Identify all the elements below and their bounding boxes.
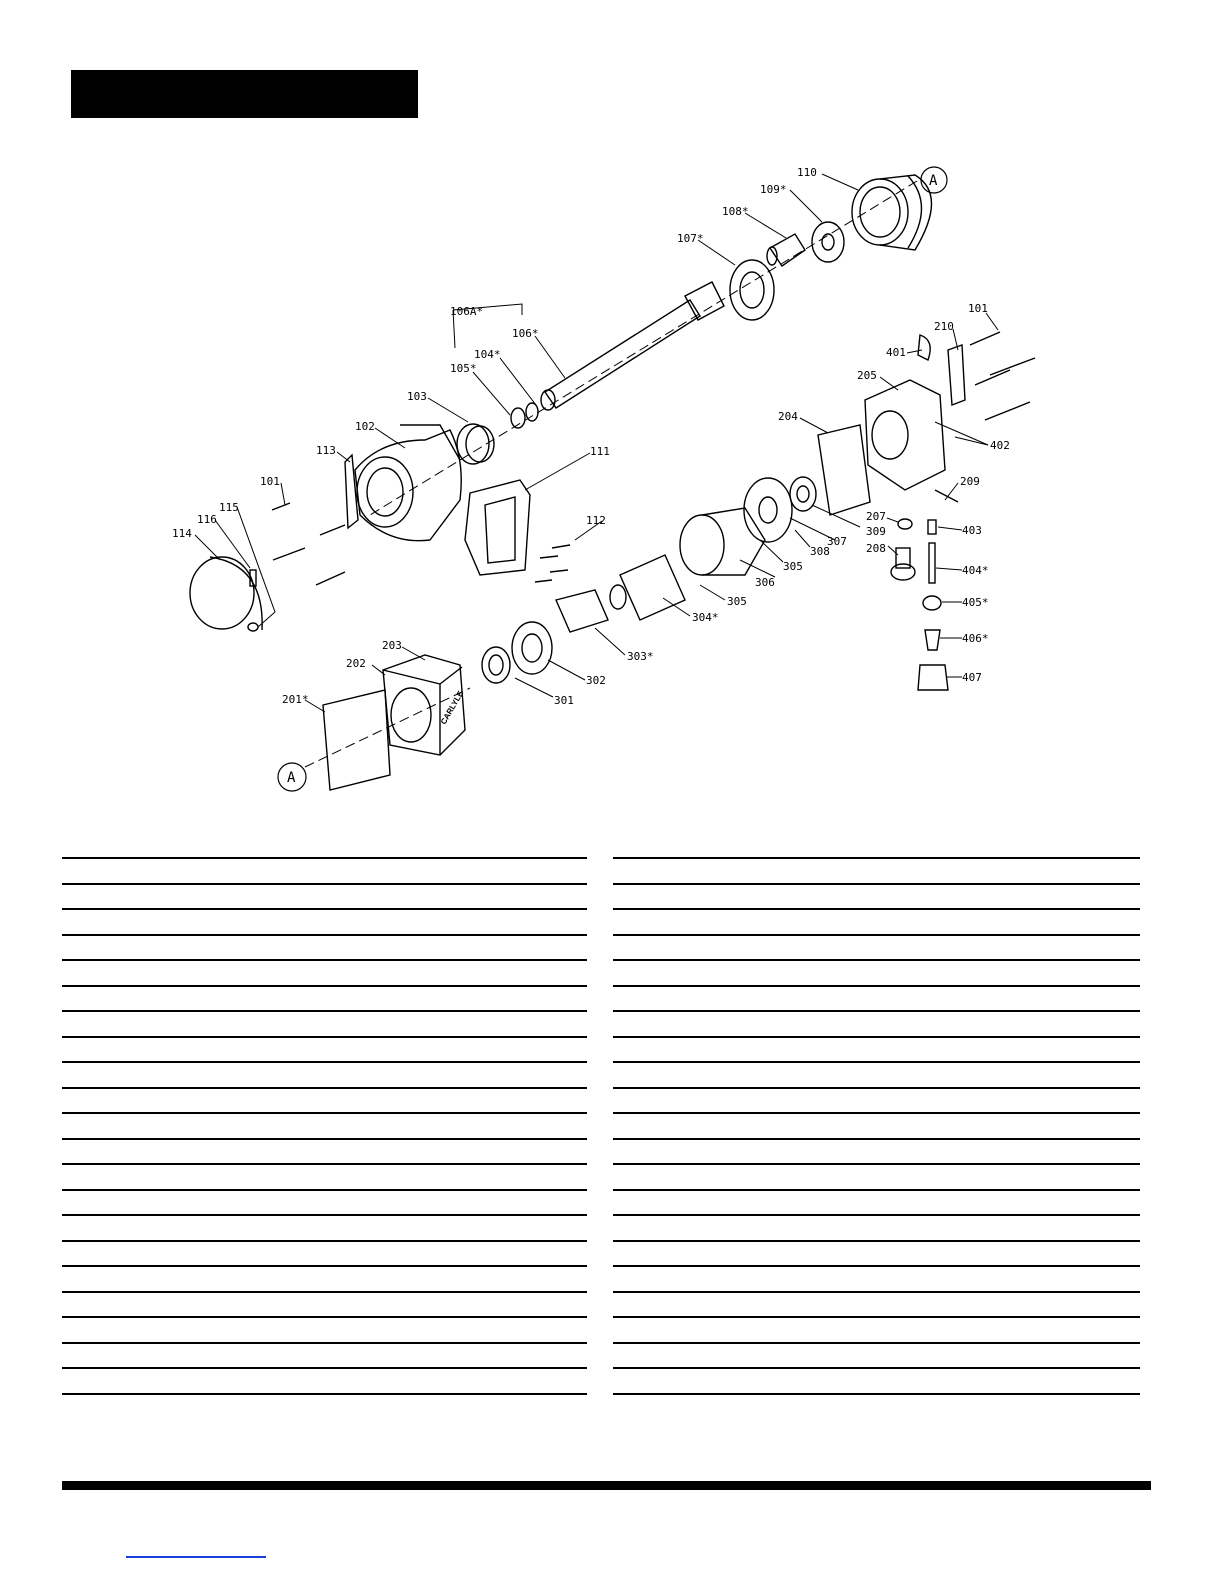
table-row: [613, 1112, 1140, 1138]
callout-406: 406*: [962, 632, 989, 645]
callout-308: 308: [810, 545, 830, 558]
connector-mark-a-bottom: [278, 763, 306, 791]
callout-305b: 305: [783, 560, 803, 573]
callout-302: 302: [586, 674, 606, 687]
callout-309: 309: [866, 525, 886, 538]
callout-201: 201*: [282, 693, 309, 706]
table-row: [62, 883, 587, 909]
callout-303: 303*: [627, 650, 654, 663]
table-row: [62, 1214, 587, 1240]
part-404: [929, 543, 935, 583]
part-209: [935, 490, 958, 502]
part-207: [898, 519, 912, 529]
callout-102: 102: [355, 420, 375, 433]
bolts-101: [272, 503, 345, 585]
part-309-bearing: [790, 477, 816, 511]
part-306-cylinder: [680, 508, 765, 575]
table-row: [62, 1265, 587, 1291]
table-row: [613, 985, 1140, 1011]
table-row: [613, 1163, 1140, 1189]
part-110-hammer-case: [852, 175, 932, 250]
callout-115: 115: [219, 501, 239, 514]
callout-401: 401: [886, 346, 906, 359]
table-row: [62, 1087, 587, 1113]
part-302-end-plate: [512, 622, 552, 674]
table-row: [613, 883, 1140, 909]
bolts-112: [535, 545, 570, 582]
callout-105: 105*: [450, 362, 477, 375]
connector-mark-a-top: [921, 167, 947, 193]
part-403: [928, 520, 936, 534]
callout-301: 301: [554, 694, 574, 707]
carlyle-logo-text: CARLYLE: [438, 689, 466, 726]
footer-link-underline[interactable]: [126, 1556, 266, 1558]
callout-407: 407: [962, 671, 982, 684]
callout-101a: 101: [968, 302, 988, 315]
callout-205: 205: [857, 369, 877, 382]
callout-403: 403: [962, 524, 982, 537]
table-row: [613, 857, 1140, 883]
callout-112: 112: [586, 514, 606, 527]
table-row: [613, 1342, 1140, 1368]
callout-208: 208: [866, 542, 886, 555]
footer-rule: [62, 1481, 1151, 1490]
table-row: [613, 934, 1140, 960]
table-row: [613, 959, 1140, 985]
table-row: [613, 1367, 1140, 1395]
table-row: [62, 1342, 587, 1368]
part-102-housing: [355, 425, 461, 541]
part-307-rear-plate: [744, 478, 792, 542]
parts-table-left: [62, 857, 587, 1395]
callout-405: 405*: [962, 596, 989, 609]
parts-table-right: [613, 857, 1140, 1395]
callout-101b: 101: [260, 475, 280, 488]
table-row: [613, 1189, 1140, 1215]
part-106-anvil: [541, 282, 724, 410]
table-row: [62, 985, 587, 1011]
part-111-handle: [465, 480, 530, 575]
callout-106: 106*: [512, 327, 539, 340]
bolts-back-cap: [970, 332, 1035, 420]
callout-113: 113: [316, 444, 336, 457]
callout-104: 104*: [474, 348, 501, 361]
connector-label: A: [287, 770, 296, 786]
callout-202: 202: [346, 657, 366, 670]
table-row: [613, 1087, 1140, 1113]
table-row: [613, 1265, 1140, 1291]
part-201-gasket: [323, 690, 390, 790]
callout-111: 111: [590, 445, 610, 458]
table-row: [62, 1367, 587, 1395]
callout-306: 306: [755, 576, 775, 589]
table-row: [62, 908, 587, 934]
table-row: [613, 1138, 1140, 1164]
part-204-gasket: [818, 425, 870, 515]
table-row: [613, 908, 1140, 934]
callout-402: 402: [990, 439, 1010, 452]
part-303-vanes: [556, 590, 608, 632]
table-row: [62, 1138, 587, 1164]
table-row: [62, 857, 587, 883]
table-row: [62, 1010, 587, 1036]
callout-207: 207: [866, 510, 886, 523]
callout-204: 204: [778, 410, 798, 423]
callout-305a: 305: [727, 595, 747, 608]
table-row: [62, 1112, 587, 1138]
part-406-spring: [925, 630, 940, 650]
table-row: [613, 1214, 1140, 1240]
callout-307: 307: [827, 535, 847, 548]
part-407: [918, 665, 948, 690]
callout-106a: 106A*: [450, 305, 484, 318]
table-row: [62, 1316, 587, 1342]
callout-210: 210: [934, 320, 954, 333]
table-row: [613, 1010, 1140, 1036]
part-205-back-cap: [865, 380, 945, 490]
callout-203: 203: [382, 639, 402, 652]
part-301-bearing: [482, 647, 510, 683]
part-210: [948, 345, 965, 405]
table-row: [613, 1291, 1140, 1317]
callout-209: 209: [960, 475, 980, 488]
table-row: [62, 1036, 587, 1062]
table-row: [613, 1036, 1140, 1062]
table-row: [613, 1061, 1140, 1087]
part-107: [730, 260, 774, 320]
part-401: [918, 335, 930, 360]
table-row: [62, 934, 587, 960]
table-row: [62, 1163, 587, 1189]
callout-404: 404*: [962, 564, 989, 577]
table-row: [613, 1240, 1140, 1266]
callout-110: 110: [797, 166, 817, 179]
callout-103: 103: [407, 390, 427, 403]
table-row: [62, 1240, 587, 1266]
part-304-rotor: [610, 555, 685, 620]
table-row: [62, 1189, 587, 1215]
part-115: [248, 623, 258, 631]
connector-label: A: [929, 173, 938, 189]
callout-108: 108*: [722, 205, 749, 218]
callout-109: 109*: [760, 183, 787, 196]
table-row: [62, 1061, 587, 1087]
part-113: [345, 455, 358, 528]
callout-304: 304*: [692, 611, 719, 624]
table-row: [613, 1316, 1140, 1342]
callout-114: 114: [172, 527, 192, 540]
part-208: [891, 548, 915, 580]
table-row: [62, 959, 587, 985]
part-114-hanger: [190, 557, 262, 630]
part-405: [923, 596, 941, 610]
callout-107: 107*: [677, 232, 704, 245]
callout-116: 116: [197, 513, 217, 526]
table-row: [62, 1291, 587, 1317]
